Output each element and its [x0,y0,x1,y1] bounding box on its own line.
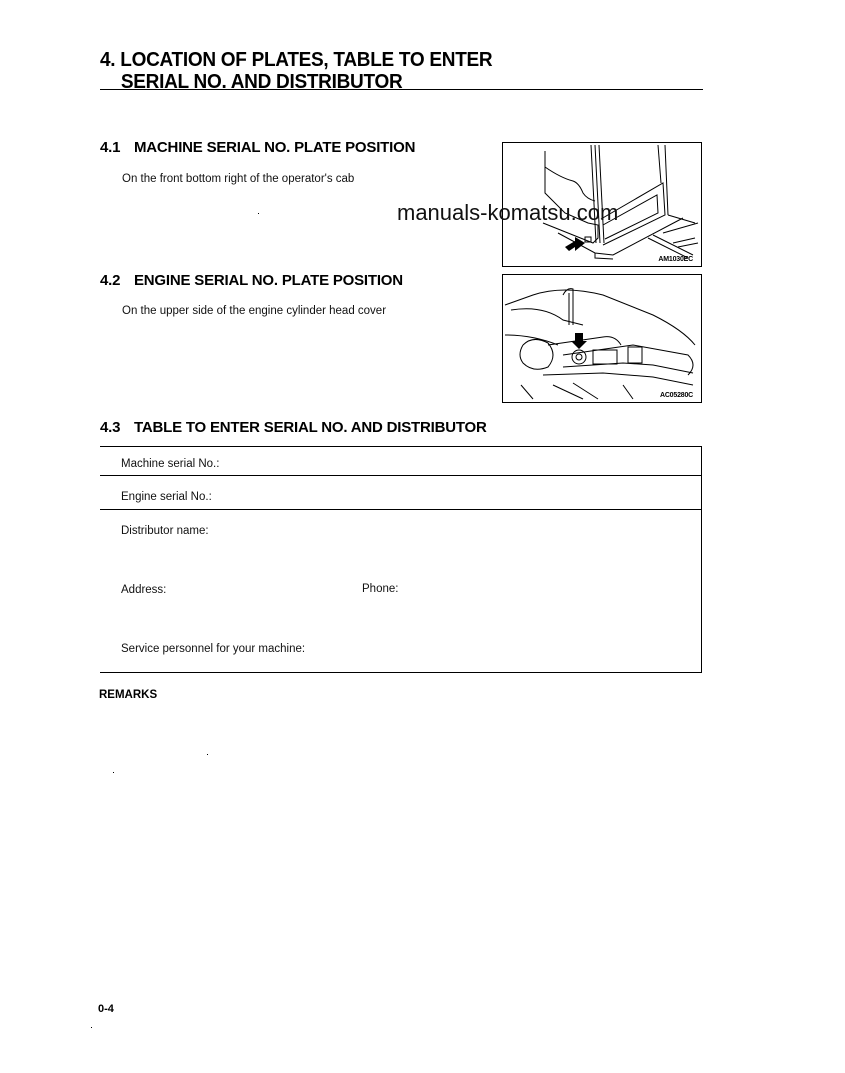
section-4-2-heading [100,272,403,289]
figure-code: AC05280C [659,392,693,399]
watermark-text: manuals-komatsu.com [397,200,619,225]
page-title-line-1: 4. LOCATION OF PLATES, TABLE TO ENTER [100,49,493,71]
figure-code: AM1030EC [658,256,693,263]
remarks-heading: REMARKS [99,689,158,701]
machine-serial-row[interactable] [100,447,701,476]
section-4-3-heading [100,419,487,436]
section-4-2-text: On the upper side of the engine cylinder head cover [122,305,387,317]
serial-distributor-table [100,446,702,673]
address-label: Address: [121,584,167,596]
scan-speck [113,772,114,773]
section-title: TABLE TO ENTER SERIAL NO. AND DISTRIBUTOR [134,419,487,436]
page-title [100,49,492,93]
distributor-info-row[interactable] [100,510,701,672]
section-number: 4.1 [100,139,121,156]
service-personnel-label: Service personnel for your machine: [121,643,306,655]
scan-speck [258,213,259,214]
title-underline [100,89,703,90]
section-number: 4.3 [100,419,121,436]
scan-speck [207,754,208,755]
machine-serial-label: Machine serial No.: [121,458,220,470]
engine-head-cover-icon [503,275,701,402]
section-4-1-text: On the front bottom right of the operator's cab [122,173,355,185]
section-4-1-heading [100,139,415,156]
distributor-name-label: Distributor name: [121,525,209,537]
scan-speck [91,1027,92,1028]
engine-serial-label: Engine serial No.: [121,491,212,503]
section-title: MACHINE SERIAL NO. PLATE POSITION [134,139,416,156]
page-title-line-2: SERIAL NO. AND DISTRIBUTOR [120,71,403,93]
page-number: 0-4 [98,1003,114,1015]
section-number: 4.2 [100,272,121,289]
phone-label: Phone: [362,583,399,595]
engine-serial-row[interactable] [100,476,701,510]
section-title: ENGINE SERIAL NO. PLATE POSITION [134,272,403,289]
engine-plate-figure [502,274,702,403]
